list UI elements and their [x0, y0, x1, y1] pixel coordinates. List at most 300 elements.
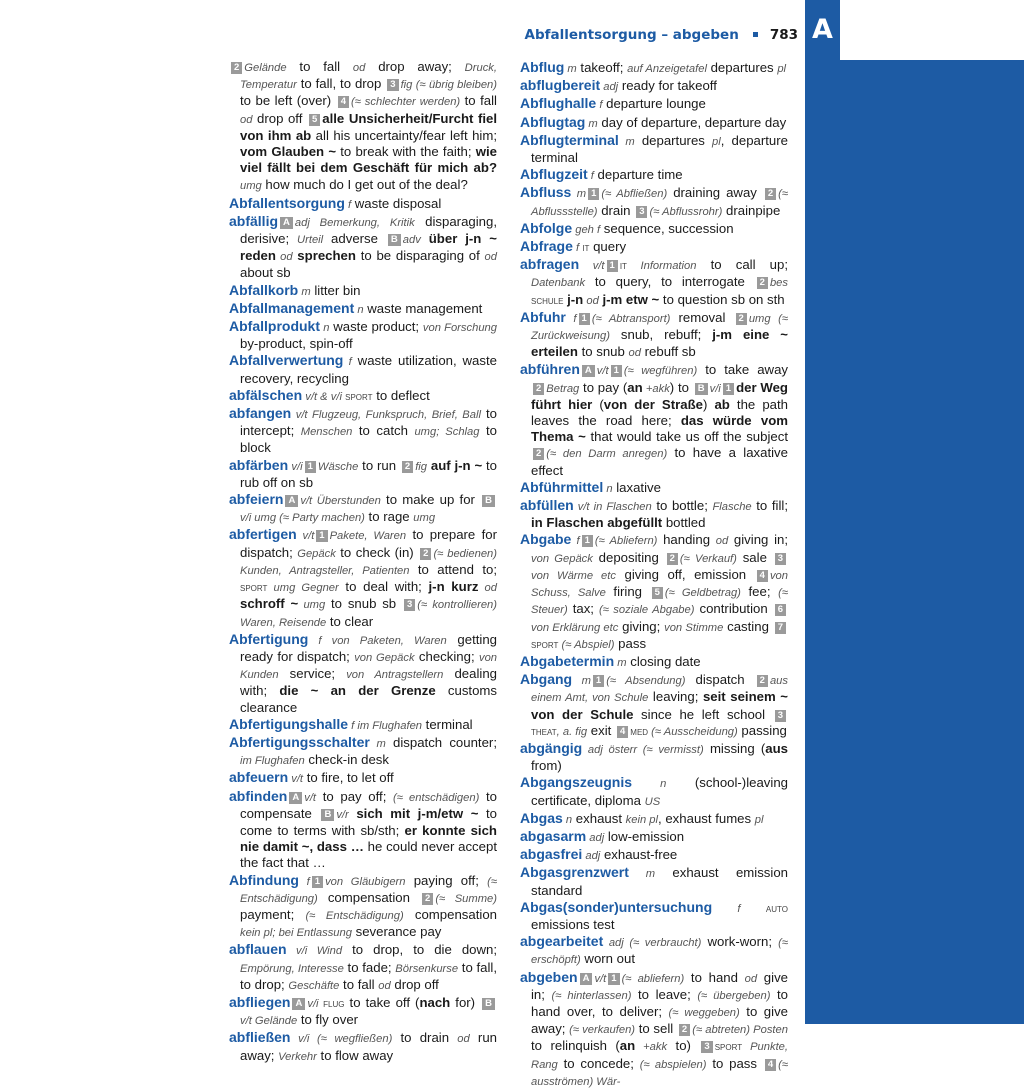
grammar-label: f: [298, 875, 310, 888]
context-note: von Stimme: [664, 621, 724, 634]
example-phrase: von der Straße: [603, 396, 703, 412]
dictionary-entry: [229, 631, 497, 716]
example-phrase: in Flaschen abgefüllt: [531, 515, 663, 531]
entry-headword: Abgangszeugnis: [520, 774, 633, 791]
subject-label: it: [579, 242, 590, 255]
example-phrase: an: [619, 1038, 636, 1054]
dictionary-entry: [520, 220, 788, 238]
running-head-separator-icon: [753, 32, 758, 37]
dictionary-entry: [229, 769, 497, 787]
dictionary-entry: [229, 491, 497, 526]
subject-label: sport: [531, 638, 559, 651]
grammar-label: bes: [769, 277, 788, 290]
dictionary-entry: [520, 531, 788, 652]
context-note: (≈ erschöpft): [531, 937, 788, 967]
translation-text: compensation: [403, 906, 497, 922]
subject-label: flug: [318, 997, 345, 1010]
example-phrase: an: [627, 379, 643, 395]
context-note: (≈ Steuer): [531, 587, 788, 617]
translation-text: to have a laxative effect: [531, 445, 788, 478]
translation-text: passing: [737, 722, 787, 738]
translation-text: drop off: [252, 110, 307, 126]
translation-text: , exhaust fumes: [658, 810, 755, 826]
grammar-label: v/t: [596, 365, 609, 378]
translation-text: to hand over, to deliver;: [531, 986, 789, 1019]
dictionary-entry: [229, 941, 497, 994]
translation-text: to fall: [460, 93, 497, 109]
context-note: Druck, Temperatur: [240, 62, 497, 92]
subject-label: sport: [714, 1041, 743, 1054]
grammar-label: v/i umg: [240, 512, 277, 525]
context-note: Überstunden: [312, 495, 381, 508]
sense-number: 4: [338, 96, 349, 108]
context-note: (≈ wegführen): [623, 365, 698, 378]
context-note: (≈ weggeben): [668, 1006, 740, 1019]
translation-text: from): [531, 758, 562, 774]
dictionary-entry: [229, 59, 497, 195]
grammar-label: kein pl: [625, 813, 659, 826]
context-note: (≈ schlechter werden): [350, 96, 461, 109]
grammar-label: v/t: [594, 972, 607, 985]
grammar-label: v/t: [240, 1015, 252, 1028]
context-note: im Flughafen: [240, 755, 305, 768]
translation-text: he could never accept the fact that …: [240, 839, 497, 871]
example-phrase: er konnte sich nie damit ~, dass …: [240, 822, 497, 855]
sense-number: 2: [533, 383, 544, 395]
context-note: Börsenkurse: [395, 962, 459, 975]
translation-text: to fall, to drop: [296, 76, 386, 92]
context-note: (≈ Zurückweisung): [531, 312, 788, 343]
subject-label: auto: [740, 902, 788, 915]
entry-headword: Abfallprodukt: [229, 318, 320, 335]
context-note: (≈ Abspiel): [558, 638, 615, 651]
grammar-label: f: [308, 634, 322, 647]
grammar-label: +akk: [635, 1041, 668, 1054]
entry-headword: abfangen: [229, 405, 292, 422]
translation-text: to be left (over): [240, 93, 336, 109]
context-note: von Schuss, Salve: [531, 569, 788, 600]
dictionary-entry: [520, 59, 788, 77]
sense-number: 5: [652, 587, 663, 599]
grammar-label: f: [565, 312, 577, 325]
translation-text: to): [667, 1038, 700, 1054]
translation-text: to clear: [326, 613, 374, 629]
context-note: Wäsche: [317, 460, 359, 473]
translation-text: ready for takeoff: [618, 78, 717, 94]
sense-number: 2: [765, 188, 776, 200]
sense-number: 7: [775, 622, 786, 634]
dictionary-entry: [520, 969, 788, 1090]
translation-text: leaving;: [648, 689, 703, 705]
grammar-label: n: [354, 303, 364, 316]
translation-text: to drain: [392, 1030, 458, 1046]
sense-number: 1: [593, 675, 604, 687]
context-note: (≈ Abflussstelle): [531, 188, 789, 218]
grammar-label: od: [583, 294, 599, 307]
translation-text: to fill;: [751, 498, 788, 514]
sense-number: A: [580, 973, 593, 985]
entry-headword: Abflug: [520, 59, 565, 75]
sense-number: 4: [617, 726, 628, 738]
thumb-tab-letter: A: [812, 14, 833, 45]
translation-text: exhaust emission standard: [531, 865, 788, 898]
entry-headword: Abgasgrenzwert: [520, 864, 629, 881]
entry-headword: Abfuhr: [520, 308, 566, 325]
context-note: Information: [626, 260, 697, 273]
context-note: von Wärme etc: [531, 569, 616, 582]
context-note: (≈ Entschädigung): [305, 909, 404, 922]
sense-number: 5: [309, 114, 320, 126]
translation-text: exhaust-free: [600, 847, 678, 863]
translation-text: query: [589, 239, 627, 255]
translation-text: to attend to;: [409, 561, 497, 577]
entry-headword: abfärben: [229, 456, 289, 473]
context-note: Gepäck: [297, 547, 336, 560]
sense-number: B: [482, 998, 495, 1010]
context-note: Flugzeug, Funkspruch, Brief, Ball: [307, 409, 481, 422]
entry-headword: Abführmittel: [520, 478, 604, 495]
dictionary-entry: [520, 740, 788, 774]
sense-number: 4: [757, 570, 768, 582]
translation-text: to compensate: [240, 788, 497, 821]
translation-text: to fall: [339, 976, 379, 992]
entry-headword: abfertigen: [229, 526, 297, 543]
entry-headword: Abfertigung: [229, 630, 309, 647]
entry-headword: abfällig: [229, 212, 279, 229]
left-column: [229, 59, 498, 1063]
grammar-label: adv: [402, 234, 421, 247]
dictionary-entry: [520, 653, 788, 671]
context-note: (≈ abspielen): [639, 1058, 707, 1071]
dictionary-entry: [520, 899, 788, 933]
sense-number: B: [388, 234, 401, 246]
grammar-label: adj: [586, 831, 605, 844]
example-phrase: die ~ an der Grenze: [279, 683, 436, 699]
translation-text: work-worn;: [701, 934, 779, 950]
context-note: (≈ entschädigen): [393, 791, 480, 804]
sense-number: 2: [679, 1024, 690, 1036]
entry-headword: Abfallverwertung: [229, 352, 344, 369]
grammar-label: v/t: [288, 773, 304, 786]
grammar-label: od: [478, 582, 497, 595]
grammar-label: m: [571, 188, 587, 201]
grammar-label: +akk: [642, 382, 670, 395]
translation-text: to hand: [684, 969, 745, 985]
translation-text: to drop, to die down;: [342, 942, 498, 958]
right-column: [520, 59, 789, 1088]
translation-text: that would take us off the subject: [585, 429, 788, 445]
translation-text: laxative: [612, 479, 661, 495]
translation-text: ): [702, 396, 715, 412]
translation-text: , departure terminal: [531, 132, 788, 166]
dictionary-entry: [229, 352, 497, 386]
entry-headword: Abflugtag: [520, 113, 586, 130]
translation-text: casting: [723, 618, 773, 634]
dictionary-entry: [520, 256, 788, 309]
sense-number: 2: [757, 277, 768, 289]
context-note: Gelände: [244, 62, 287, 74]
example-phrase: nach: [419, 994, 451, 1010]
sense-number: 1: [611, 365, 622, 377]
context-note: (≈ Abtransport): [591, 312, 671, 325]
grammar-label: f: [587, 170, 594, 183]
entry-headword: Abfallmanagement: [229, 299, 355, 316]
translation-text: to concede;: [557, 1055, 640, 1071]
sense-number: 2: [667, 553, 678, 565]
translation-text: exhaust: [572, 810, 626, 826]
entry-headword: Abfertigungshalle: [229, 715, 349, 732]
translation-text: tax;: [567, 601, 599, 617]
translation-text: all his uncertainty/fear left him;: [311, 127, 497, 143]
sense-number: 3: [387, 79, 398, 91]
dictionary-entry: [229, 734, 497, 769]
translation-text: how much do I get out of the deal?: [261, 177, 468, 193]
entry-headword: abgängig: [520, 739, 583, 756]
entry-headword: Abfallentsorgung: [229, 194, 345, 211]
translation-text: drop away;: [365, 59, 465, 74]
entry-headword: abgasarm: [520, 827, 587, 844]
translation-text: to rub off on sb: [240, 457, 497, 490]
example-phrase: sich mit j-m/etw ~: [348, 805, 479, 821]
grammar-label: f: [571, 535, 580, 548]
grammar-label: kein pl;: [240, 927, 279, 940]
translation-text: ) to: [669, 379, 693, 395]
context-note: (≈ abliefern): [621, 972, 685, 985]
example-phrase: j-n: [563, 291, 584, 307]
sense-number: 2: [420, 548, 431, 560]
translation-text: dispatch: [685, 672, 755, 688]
context-note: (≈ Summe): [435, 892, 497, 905]
entry-headword: Abgabe: [520, 531, 572, 548]
dictionary-entry: [520, 497, 788, 531]
sense-number: 4: [765, 1059, 776, 1071]
grammar-label: f: [348, 719, 355, 732]
grammar-label: od: [457, 1033, 470, 1046]
translation-text: pass: [614, 635, 647, 651]
grammar-label: f: [712, 902, 741, 915]
grammar-label: od: [744, 972, 758, 985]
grammar-label: geh f: [572, 223, 601, 236]
example-phrase: das würde vom Thema ~: [531, 413, 788, 445]
context-note: von Forschung: [422, 322, 497, 335]
entry-headword: abfüllen: [520, 497, 574, 514]
grammar-label: m: [572, 675, 591, 688]
translation-text: severance pay: [351, 924, 442, 940]
grammar-label: n: [320, 322, 330, 335]
grammar-label: n: [632, 778, 667, 791]
translation-text: to catch: [352, 423, 415, 439]
dictionary-entry: [229, 994, 497, 1029]
translation-text: takeoff;: [576, 60, 628, 75]
translation-text: to fly over: [297, 1012, 359, 1028]
grammar-label: v/t: [300, 495, 313, 508]
example-phrase: sprechen: [292, 248, 356, 264]
grammar-label: m: [298, 285, 311, 298]
context-note: Bemerkung, Kritik: [309, 216, 415, 229]
translation-text: draining away: [667, 185, 763, 201]
entry-headword: Abflugterminal: [520, 131, 619, 148]
context-note: fig: [415, 460, 428, 473]
example-phrase: j-n kurz: [428, 579, 479, 595]
context-note: (≈ ausströmen) Wär-: [531, 1058, 788, 1088]
dictionary-entry: [520, 309, 788, 362]
context-note: (≈ hinterlassen): [551, 989, 632, 1002]
sense-number: 1: [608, 973, 619, 985]
dictionary-entry: [229, 318, 497, 352]
translation-text: checking;: [414, 648, 479, 664]
grammar-label: v/i: [290, 1033, 310, 1046]
translation-text: closing date: [626, 653, 701, 669]
sense-number: 1: [305, 461, 316, 473]
translation-text: to give away;: [531, 1003, 788, 1037]
translation-text: terminal: [422, 716, 473, 732]
grammar-label: v/t: [296, 530, 315, 543]
subject-label: it: [619, 260, 627, 273]
translation-text: to snub: [577, 344, 629, 360]
context-note: Empörung, Interesse: [240, 962, 344, 975]
dictionary-entry: [520, 77, 788, 95]
example-phrase: seit seinem ~ von der Schule: [531, 689, 788, 722]
running-head: [460, 26, 798, 44]
translation-text: to break with the faith;: [336, 144, 476, 160]
context-note: Gelände: [251, 1015, 298, 1028]
translation-text: to be disparaging of: [355, 248, 485, 264]
dictionary-entry: [229, 387, 497, 405]
translation-text: to deal with;: [338, 579, 429, 595]
translation-text: to block: [240, 423, 497, 456]
sense-number: 2: [736, 313, 747, 325]
translation-text: contribution: [694, 601, 773, 617]
context-note: (≈ verkaufen): [569, 1024, 636, 1037]
example-phrase: alle Unsicherheit/Furcht fiel von ihm ab: [240, 110, 498, 143]
translation-text: to pay off;: [316, 788, 394, 804]
sense-number: A: [582, 365, 595, 377]
grammar-label: f: [596, 99, 603, 112]
context-note: (≈ Abflussrohr): [649, 205, 723, 218]
translation-text: giving;: [618, 618, 665, 634]
grammar-label: v/t: [579, 260, 605, 273]
translation-text: waste disposal: [351, 195, 442, 211]
translation-text: payment;: [240, 906, 306, 922]
sense-number: 1: [723, 383, 734, 395]
grammar-label: pl: [754, 813, 764, 826]
example-phrase: j-m eine ~ erteilen: [531, 327, 789, 360]
grammar-label: f: [572, 242, 580, 255]
dictionary-entry: [520, 114, 788, 132]
dictionary-entry: [520, 184, 788, 219]
entry-headword: abfinden: [229, 787, 288, 804]
grammar-label: od: [240, 113, 253, 126]
context-note: fig (≈ übrig bleiben): [400, 79, 497, 92]
grammar-label: od: [275, 251, 293, 264]
dictionary-entry: [229, 1029, 497, 1064]
translation-text: about sb: [240, 265, 291, 281]
translation-text: to fall, to drop;: [240, 959, 497, 992]
context-note: Betrag: [546, 382, 580, 395]
grammar-label: v/t: [291, 409, 308, 422]
grammar-label: umg: [240, 180, 262, 193]
grammar-label: od: [715, 535, 729, 548]
translation-text: waste product;: [329, 319, 423, 335]
translation-text: to relinquish (: [531, 1038, 620, 1054]
translation-text: to make up for: [380, 492, 481, 508]
entry-headword: Abfallkorb: [229, 281, 299, 298]
translation-text: to flow away: [316, 1047, 394, 1063]
tab-notch: [840, 0, 1024, 60]
sense-number: 1: [316, 530, 327, 542]
sense-number: B: [321, 809, 334, 821]
sense-number: A: [289, 792, 302, 804]
sense-number: A: [280, 217, 293, 229]
translation-text: drain: [597, 202, 635, 218]
grammar-label: v/i: [286, 945, 308, 958]
translation-text: to pass: [706, 1055, 763, 1071]
sense-number: 2: [533, 448, 544, 460]
translation-text: sale: [736, 549, 773, 565]
example-phrase: der Weg führt hier: [531, 379, 788, 412]
grammar-label: v/r: [336, 808, 349, 821]
sense-number: 6: [775, 604, 786, 616]
context-note: Datenbank: [531, 277, 586, 290]
translation-text: compensation: [317, 889, 421, 905]
translation-text: bottled: [662, 515, 706, 531]
translation-text: waste management: [363, 300, 483, 316]
translation-text: removal: [670, 309, 734, 325]
dictionary-entry: [229, 282, 497, 300]
sense-number: 3: [775, 710, 786, 722]
translation-text: by-product, spin-off: [240, 336, 353, 352]
translation-text: to fade;: [343, 959, 396, 975]
translation-text: to query, to interrogate: [585, 274, 755, 290]
example-phrase: ab: [714, 396, 730, 412]
translation-text: run away;: [240, 1030, 497, 1063]
translation-text: litter bin: [310, 282, 361, 298]
translation-text: departure time: [593, 167, 683, 183]
context-note: von Antragstellern: [346, 669, 444, 682]
context-note: Menschen: [300, 426, 353, 439]
grammar-label: m: [628, 868, 656, 881]
entry-headword: abfliegen: [229, 993, 291, 1010]
dictionary-entry: [520, 828, 788, 846]
page-number: 783: [769, 27, 798, 43]
grammar-label: adj: [600, 81, 619, 94]
translation-text: waste utilization, waste recovery, recycling: [240, 353, 497, 386]
sense-number: 2: [231, 62, 242, 74]
context-note: (≈ bedienen) Kunden, Antragsteller, Patienten: [240, 547, 497, 577]
dictionary-entry: [229, 195, 497, 213]
thumb-tab: [805, 0, 1024, 1024]
sense-number: A: [292, 998, 305, 1010]
context-note: von Erklärung etc: [531, 621, 619, 634]
grammar-label: umg: [748, 312, 771, 325]
translation-text: to question sb on sth: [659, 291, 785, 307]
entry-headword: abgeben: [520, 968, 578, 985]
grammar-label: m: [564, 63, 577, 75]
context-note: Geschäfte: [288, 979, 340, 992]
dictionary-entry: [520, 95, 788, 113]
context-note: von Kunden: [240, 651, 498, 682]
context-note: , a. fig: [556, 725, 588, 738]
grammar-label: umg: [267, 582, 296, 595]
example-phrase: vom Glauben ~: [240, 144, 337, 160]
entry-headword: abführen: [520, 361, 580, 378]
translation-text: to bottle;: [651, 498, 713, 514]
translation-text: exit: [587, 722, 615, 738]
translation-text: for): [450, 994, 481, 1010]
context-note: in Flaschen: [589, 501, 652, 514]
context-note: (≈ verbraucht): [623, 937, 702, 950]
entry-headword: Abgas: [520, 809, 563, 826]
